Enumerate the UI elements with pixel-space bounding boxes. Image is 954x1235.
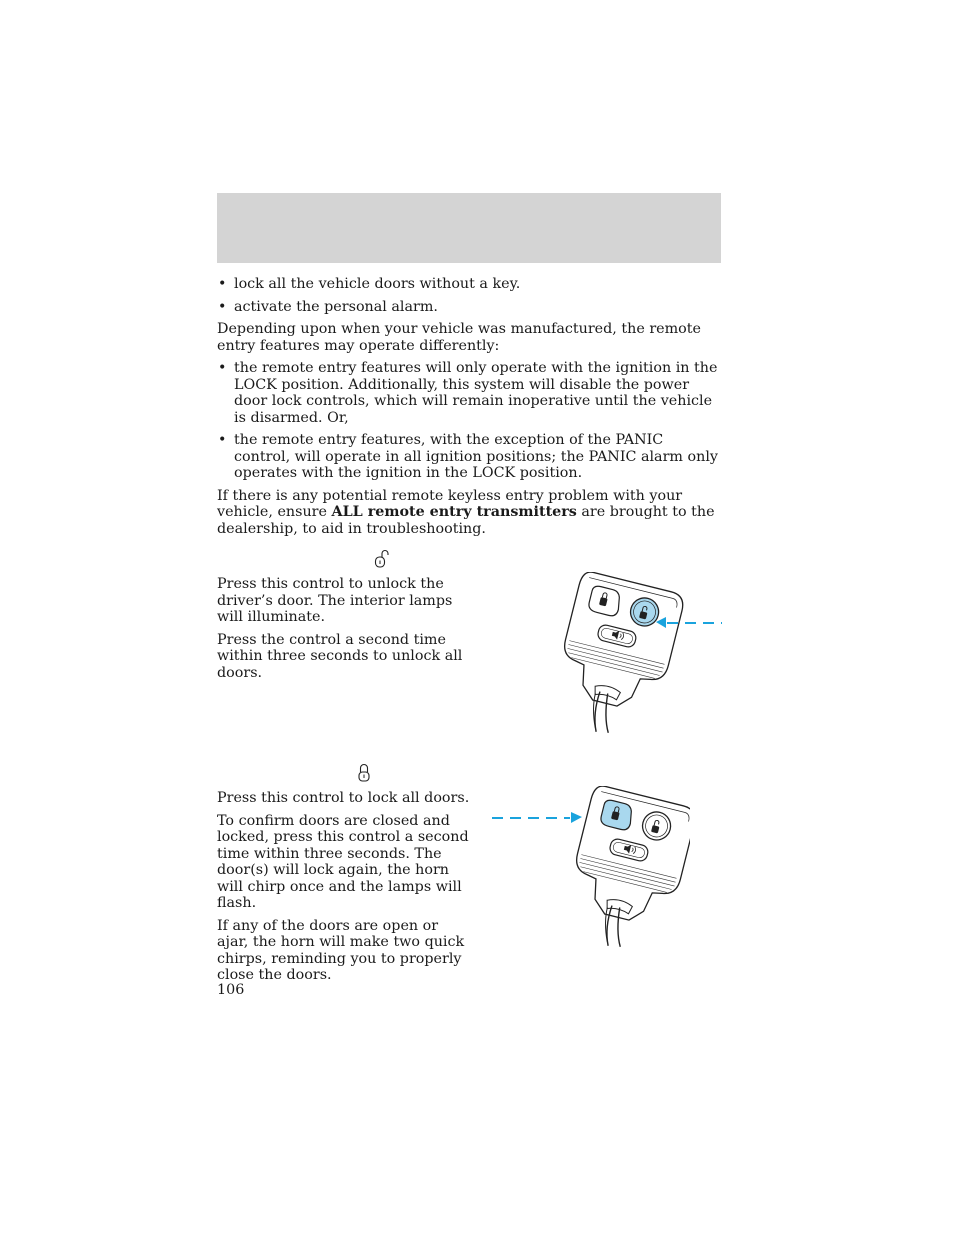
mode-list — [217, 360, 721, 482]
key-fob-lock-illustration — [490, 786, 690, 961]
list-item: • lock all the vehicle doors without a key. — [217, 276, 721, 293]
unlock-text: Press the control a second time within three seconds to unlock all doors. — [217, 631, 463, 681]
lock-text: If any of the doors are open or ajar, the horn will make two quick chirps, reminding you to properly close the doors. — [217, 917, 465, 983]
key-fob-unlock-illustration — [530, 572, 730, 747]
list-item: • the remote entry features, with the exception of the PANIC control, will operate in all ignition positions; the PANIC alarm only operates with the ignition in the LOCK position. — [217, 432, 721, 482]
lock-text: Press this control to lock all doors. — [217, 790, 470, 806]
header-band — [217, 193, 721, 263]
intro-paragraph: Depending upon when your vehicle was manufactured, the remote entry features may operate differently: — [217, 321, 701, 354]
feature-list — [217, 276, 721, 315]
list-item: • activate the personal alarm. — [217, 299, 721, 316]
unlock-icon — [371, 549, 391, 569]
main-content — [217, 276, 721, 543]
unlock-section — [217, 576, 471, 687]
lock-icon — [355, 763, 373, 783]
arrow-head — [571, 812, 582, 823]
unlock-text: Press this control to unlock the driver’s door. The interior lamps will illuminate. — [217, 576, 453, 625]
list-item: • the remote entry features will only operate with the ignition in the LOCK position. Additionally, this system will disable the power door lock controls, which will remain inoperative until the vehicle is disarmed. Or, — [217, 360, 721, 426]
troubleshoot-paragraph: If there is any potential remote keyless entry problem with your vehicle, ensure ALL remote entry transmitters are brought to the dealership, to aid in troubleshooting. — [217, 487, 715, 537]
lock-text: To confirm doors are closed and locked, press this control a second time within three seconds. The door(s) will lock again, the horn will chirp once and the lamps will flash. — [217, 812, 469, 911]
bold-emphasis: ALL remote entry transmitters — [331, 504, 577, 520]
lock-section — [217, 790, 471, 990]
page-number: 106 — [217, 982, 245, 998]
